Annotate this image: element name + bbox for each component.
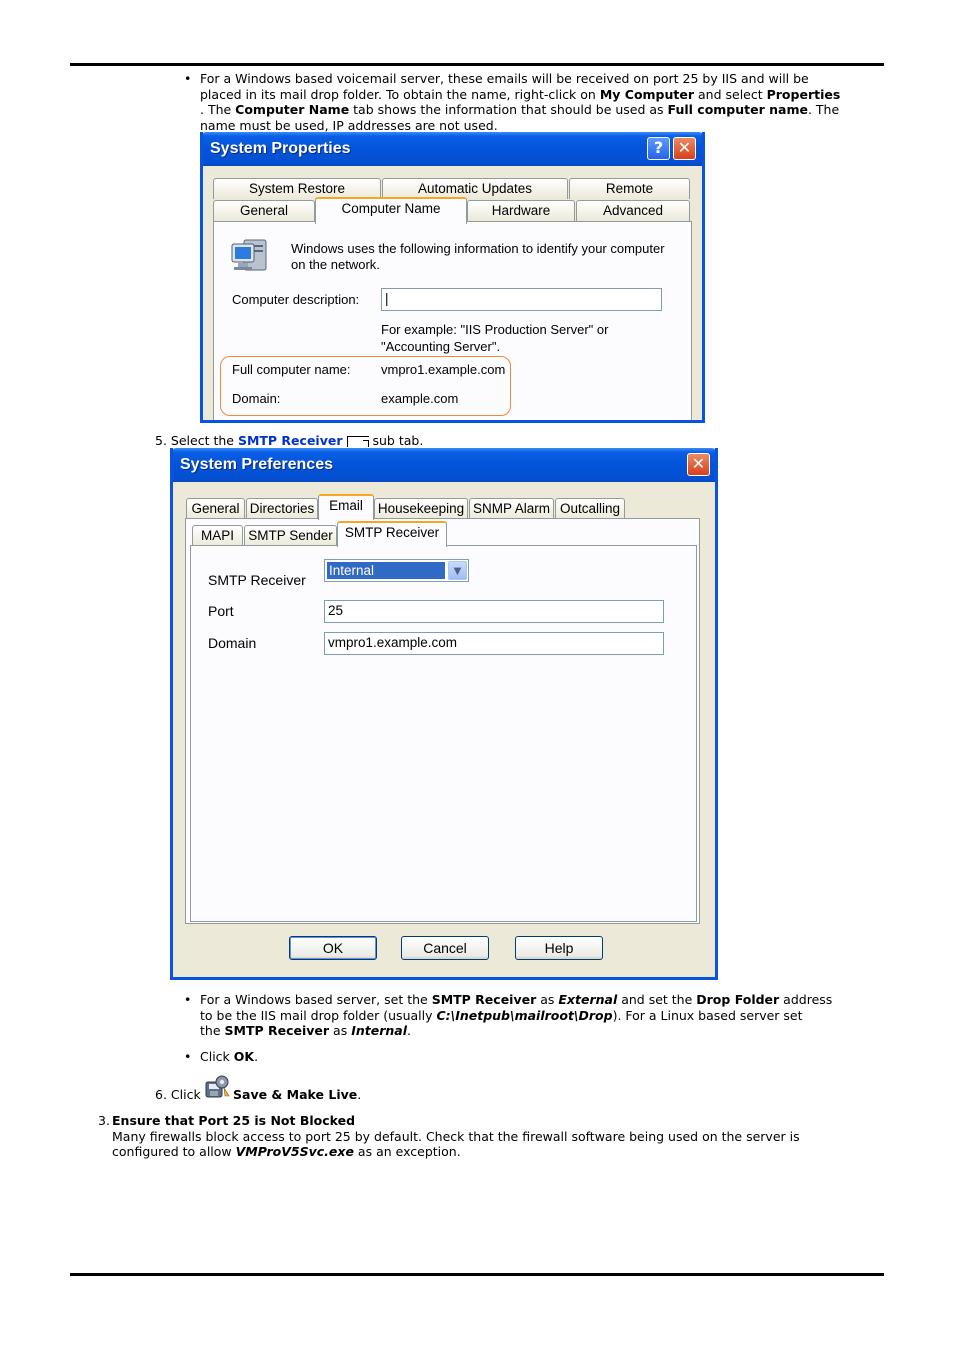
- full-name-label: Full computer name:: [232, 362, 351, 377]
- tab-automatic-updates[interactable]: Automatic Updates: [382, 178, 568, 199]
- tab-remote[interactable]: Remote: [569, 178, 690, 199]
- computer-icon: [230, 236, 272, 276]
- tab-smtp-receiver[interactable]: SMTP Receiver: [337, 521, 447, 547]
- tab-snmp-alarm[interactable]: SNMP Alarm: [469, 498, 554, 519]
- domain-value: example.com: [381, 391, 459, 406]
- smtp-receiver-link[interactable]: SMTP Receiver: [237, 433, 343, 448]
- help-icon[interactable]: ?: [647, 137, 670, 160]
- bullet2-line-2: to be the IIS mail drop folder (usually C:\Inetpub\mailroot\Drop). For a Linux based server set: [200, 1007, 803, 1023]
- tab-hardware[interactable]: Hardware: [467, 200, 575, 221]
- step-3-line-1: Many firewalls block access to port 25 by default. Check that the firewall software being used on the server is: [112, 1128, 800, 1144]
- windows-server-bullet: [200, 992, 870, 1039]
- smtp-receiver-label: SMTP Receiver: [208, 572, 306, 588]
- step-5-pre: Select the: [170, 433, 238, 448]
- smtp-domain-input[interactable]: vmpro1.example.com: [324, 632, 664, 655]
- save-make-live-icon[interactable]: [203, 1074, 231, 1100]
- ok-button[interactable]: OK: [289, 936, 377, 960]
- bottom-rule: [70, 1273, 884, 1276]
- step-6-number: 6.: [155, 1087, 167, 1102]
- tab-general[interactable]: General: [186, 498, 245, 519]
- save-make-live-text: Save & Make Live.: [233, 1087, 362, 1102]
- intro-line-1: • For a Windows based voicemail server, these emails will be received on port 25 by IIS and will be: [200, 71, 809, 86]
- bullet2-line-3: the SMTP Receiver as Internal.: [200, 1023, 411, 1038]
- link-icon: [347, 436, 369, 447]
- tab-outcalling[interactable]: Outcalling: [555, 498, 625, 519]
- cancel-button[interactable]: Cancel: [401, 936, 489, 960]
- tab-email[interactable]: Email: [318, 494, 374, 520]
- close-icon[interactable]: ✕: [687, 453, 710, 476]
- tab-general[interactable]: General: [213, 200, 315, 221]
- tab-smtp-sender[interactable]: SMTP Sender: [244, 525, 337, 546]
- step-5-post: sub tab.: [372, 433, 424, 448]
- window-title: System Properties: [210, 140, 351, 157]
- step-5: [155, 433, 423, 449]
- close-icon[interactable]: ✕: [673, 137, 696, 160]
- port-label: Port: [208, 603, 234, 619]
- bullet2-line-1: • For a Windows based server, set the SMTP Receiver as External and set the Drop Folder address: [200, 992, 833, 1007]
- intro-bullet: [200, 71, 870, 133]
- description-input[interactable]: |: [381, 288, 662, 311]
- tab-advanced[interactable]: Advanced: [576, 200, 690, 221]
- domain-label: Domain:: [232, 391, 281, 406]
- email-panel: [185, 518, 700, 924]
- port-input[interactable]: 25: [324, 600, 664, 623]
- system-properties-window: [200, 132, 705, 423]
- info-text: Windows uses the following information to identify your computer on the network.: [291, 241, 665, 272]
- step-3-title: Ensure that Port 25 is Not Blocked: [112, 1113, 356, 1128]
- example-text: For example: "IIS Production Server" or "Accounting Server".: [381, 322, 609, 354]
- intro-line-2: placed in its mail drop folder. To obtain the name, right-click on My Computer and select Properties: [200, 86, 841, 102]
- prefs-window-title: System Preferences: [180, 456, 333, 473]
- smtp-domain-label: Domain: [208, 635, 257, 651]
- title-bar: [200, 132, 705, 166]
- smtp-receiver-select[interactable]: [324, 559, 469, 582]
- intro-line-4: name must be used, IP addresses are not used.: [200, 117, 498, 133]
- tab-system-restore[interactable]: System Restore: [213, 178, 381, 199]
- click-ok-bullet: • Click OK.: [200, 1049, 258, 1065]
- selected-value: Internal: [327, 562, 445, 579]
- system-preferences-window: [170, 448, 718, 980]
- intro-line-3: . The Computer Name tab shows the information that should be used as Full computer name. The: [200, 102, 840, 117]
- prefs-title-bar: [170, 448, 718, 482]
- computer-name-panel: [213, 221, 692, 423]
- tab-computer-name[interactable]: Computer Name: [315, 197, 467, 224]
- chevron-down-icon[interactable]: ▼: [448, 561, 467, 580]
- tab-mapi[interactable]: MAPI: [192, 525, 243, 546]
- help-button[interactable]: Help: [515, 936, 603, 960]
- smtp-receiver-panel: [190, 545, 697, 922]
- tab-directories[interactable]: Directories: [246, 498, 318, 519]
- step-3-line-2: configured to allow VMProV5Svc.exe as an exception.: [112, 1144, 461, 1159]
- description-label: Computer description:: [232, 292, 360, 307]
- top-rule: [70, 63, 884, 66]
- step-6-pre: Click: [170, 1087, 201, 1102]
- step-6: [155, 1087, 201, 1103]
- step-3: [112, 1113, 852, 1160]
- tab-housekeeping[interactable]: Housekeeping: [374, 498, 468, 519]
- step-5-number: 5.: [155, 433, 167, 448]
- step-3-number: 3.: [98, 1113, 110, 1128]
- full-name-value: vmpro1.example.com: [381, 362, 506, 377]
